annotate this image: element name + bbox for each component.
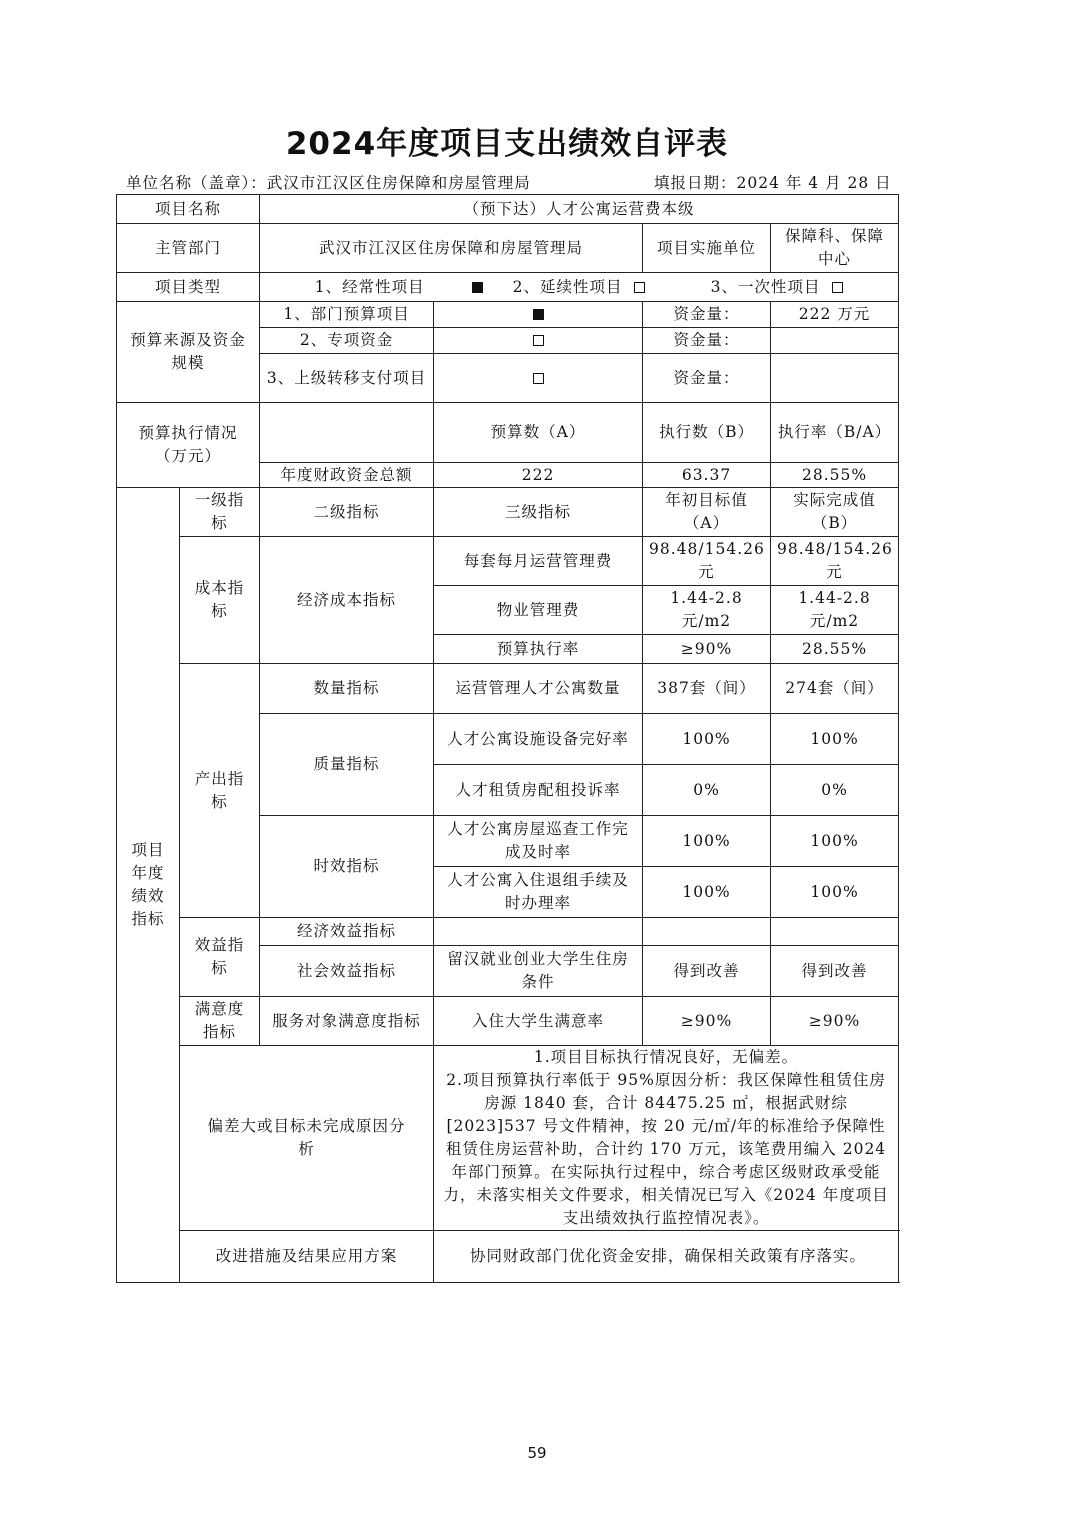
level2-header: 二级指标 xyxy=(260,488,434,537)
benefit-level1: 效益指标 xyxy=(180,918,260,997)
level3-header: 三级指标 xyxy=(434,488,643,537)
indicator-level3: 入住大学生满意率 xyxy=(434,997,643,1046)
indicator-level3: 预算执行率 xyxy=(434,635,643,664)
impl-unit: 保障科、保障中心 xyxy=(771,224,899,273)
amount-value xyxy=(771,328,899,354)
social-benefit-level2: 社会效益指标 xyxy=(260,946,434,997)
evaluation-table xyxy=(116,194,899,1283)
budget-source-check xyxy=(434,354,643,403)
execution-rate: 28.55% xyxy=(771,463,899,488)
row-satisfaction xyxy=(117,997,899,1046)
indicator-target: 100% xyxy=(643,816,771,867)
type-option-label: 1、经常性项目 xyxy=(314,277,425,296)
indicator-actual: 100% xyxy=(771,816,899,867)
budget-source-name: 1、部门预算项目 xyxy=(260,302,434,328)
indicator-actual: 得到改善 xyxy=(771,946,899,997)
project-name: （预下达）人才公寓运营费本级 xyxy=(260,195,899,224)
quantity-level2: 数量指标 xyxy=(260,664,434,714)
row-indicator-header xyxy=(117,488,899,537)
indicator-target xyxy=(643,918,771,946)
indicator-section-label: 项目年度绩效指标 xyxy=(117,488,180,1283)
row-improvement xyxy=(117,1231,899,1283)
actual-header: 实际完成值（B） xyxy=(771,488,899,537)
type-option-continuing xyxy=(513,276,646,299)
level1-header: 一级指标 xyxy=(180,488,260,537)
indicator-level3: 物业管理费 xyxy=(434,586,643,635)
indicator-actual: 100% xyxy=(771,867,899,918)
indicator-actual: 98.48/154.26元 xyxy=(771,537,899,586)
indicator-target: 0% xyxy=(643,765,771,816)
page-title: 2024年度项目支出绩效自评表 xyxy=(285,126,729,162)
dept: 武汉市江汉区住房保障和房屋管理局 xyxy=(260,224,643,273)
budget-source-name: 2、专项资金 xyxy=(260,328,434,354)
indicator-actual: ≥90% xyxy=(771,997,899,1046)
execution-b: 63.37 xyxy=(643,463,771,488)
deviation-text xyxy=(434,1046,899,1231)
indicator-level3: 人才公寓设施设备完好率 xyxy=(434,714,643,765)
budget-source-label: 预算来源及资金规模 xyxy=(117,302,260,403)
indicator-target: ≥90% xyxy=(643,997,771,1046)
deviation-label: 偏差大或目标未完成原因分析 xyxy=(180,1046,434,1231)
unchecked-box-icon xyxy=(533,373,544,384)
indicator-actual: 0% xyxy=(771,765,899,816)
quality-level2: 质量指标 xyxy=(260,714,434,816)
indicator-actual: 28.55% xyxy=(771,635,899,664)
unchecked-box-icon xyxy=(832,282,843,293)
project-type-options xyxy=(260,273,899,302)
improvement-label: 改进措施及结果应用方案 xyxy=(180,1231,434,1283)
satisfaction-level1: 满意度指标 xyxy=(180,997,260,1046)
type-option-recurring xyxy=(315,276,483,299)
type-option-label: 2、延续性项目 xyxy=(512,277,623,296)
checked-box-icon xyxy=(472,282,483,293)
deviation-line-2: 2.项目预算执行率低于 95%原因分析：我区保障性租赁住房房源 1840 套，合计 84475.25 ㎡，根据武财综[2023]537 号文件精神，按 20 元/㎡/年的标准给予保障性租赁住房运营补助，合计约 170 万元，该笔费用编入 2024 年部门预算。在实际执行过程中，综合考虑区级财政承受能力，未落实相关文件要求，相关情况已写入《2024 年度项目支出绩效执行监控情况表》。 xyxy=(443,1071,889,1227)
amount-value: 222 万元 xyxy=(771,302,899,328)
unchecked-box-icon xyxy=(634,282,645,293)
amount-value xyxy=(771,354,899,403)
fill-date: 填报日期：2024 年 4 月 28 日 xyxy=(654,174,892,192)
impl-unit-label: 项目实施单位 xyxy=(643,224,771,273)
indicator-target: 1.44-2.8元/m2 xyxy=(643,586,771,635)
execution-col-b: 执行数（B） xyxy=(643,403,771,463)
indicator-level3: 人才公寓房屋巡查工作完成及时率 xyxy=(434,816,643,867)
project-name-label: 项目名称 xyxy=(117,195,260,224)
satisfaction-level2: 服务对象满意度指标 xyxy=(260,997,434,1046)
row-budget-source-1 xyxy=(117,302,899,328)
project-type-label: 项目类型 xyxy=(117,273,260,302)
time-level2: 时效指标 xyxy=(260,816,434,918)
row-cost-1 xyxy=(117,537,899,586)
checked-box-icon xyxy=(533,309,544,320)
indicator-level3: 人才公寓入住退组手续及时办理率 xyxy=(434,867,643,918)
execution-col-a: 预算数（A） xyxy=(434,403,643,463)
type-option-label: 3、一次性项目 xyxy=(710,277,821,296)
amount-label: 资金量： xyxy=(643,354,771,403)
row-output-quantity xyxy=(117,664,899,714)
execution-label: 预算执行情况（万元） xyxy=(117,403,260,488)
row-project-type xyxy=(117,273,899,302)
indicator-level3 xyxy=(434,918,643,946)
econ-benefit-level2: 经济效益指标 xyxy=(260,918,434,946)
indicator-target: ≥90% xyxy=(643,635,771,664)
unchecked-box-icon xyxy=(533,335,544,346)
row-benefit-econ xyxy=(117,918,899,946)
output-level1: 产出指标 xyxy=(180,664,260,918)
indicator-target: 387套（间） xyxy=(643,664,771,714)
indicator-actual: 274套（间） xyxy=(771,664,899,714)
row-deviation xyxy=(117,1046,899,1231)
target-header: 年初目标值（A） xyxy=(643,488,771,537)
indicator-target: 得到改善 xyxy=(643,946,771,997)
indicator-level3: 人才租赁房配租投诉率 xyxy=(434,765,643,816)
indicator-target: 98.48/154.26元 xyxy=(643,537,771,586)
indicator-level3: 运营管理人才公寓数量 xyxy=(434,664,643,714)
cost-level2: 经济成本指标 xyxy=(260,537,434,664)
budget-source-check xyxy=(434,328,643,354)
indicator-target: 100% xyxy=(643,714,771,765)
execution-col-rate: 执行率（B/A） xyxy=(771,403,899,463)
unit-name: 单位名称（盖章）：武汉市江汉区住房保障和房屋管理局 xyxy=(126,174,531,192)
execution-blank xyxy=(260,403,434,463)
indicator-level3: 每套每月运营管理费 xyxy=(434,537,643,586)
indicator-target: 100% xyxy=(643,867,771,918)
page-number: 59 xyxy=(527,1444,547,1462)
indicator-actual xyxy=(771,918,899,946)
cost-level1: 成本指标 xyxy=(180,537,260,664)
budget-source-name: 3、上级转移支付项目 xyxy=(260,354,434,403)
type-option-onetime xyxy=(711,276,844,299)
improvement-text: 协同财政部门优化资金安排，确保相关政策有序落实。 xyxy=(434,1231,899,1283)
row-execution-header xyxy=(117,403,899,463)
row-dept xyxy=(117,224,899,273)
indicator-level3: 留汉就业创业大学生住房条件 xyxy=(434,946,643,997)
indicator-actual: 1.44-2.8元/m2 xyxy=(771,586,899,635)
deviation-line-1: 1.项目目标执行情况良好，无偏差。 xyxy=(533,1048,799,1066)
indicator-actual: 100% xyxy=(771,714,899,765)
row-project-name xyxy=(117,195,899,224)
execution-a: 222 xyxy=(434,463,643,488)
execution-row-label: 年度财政资金总额 xyxy=(260,463,434,488)
amount-label: 资金量： xyxy=(643,302,771,328)
amount-label: 资金量： xyxy=(643,328,771,354)
budget-source-check xyxy=(434,302,643,328)
dept-label: 主管部门 xyxy=(117,224,260,273)
